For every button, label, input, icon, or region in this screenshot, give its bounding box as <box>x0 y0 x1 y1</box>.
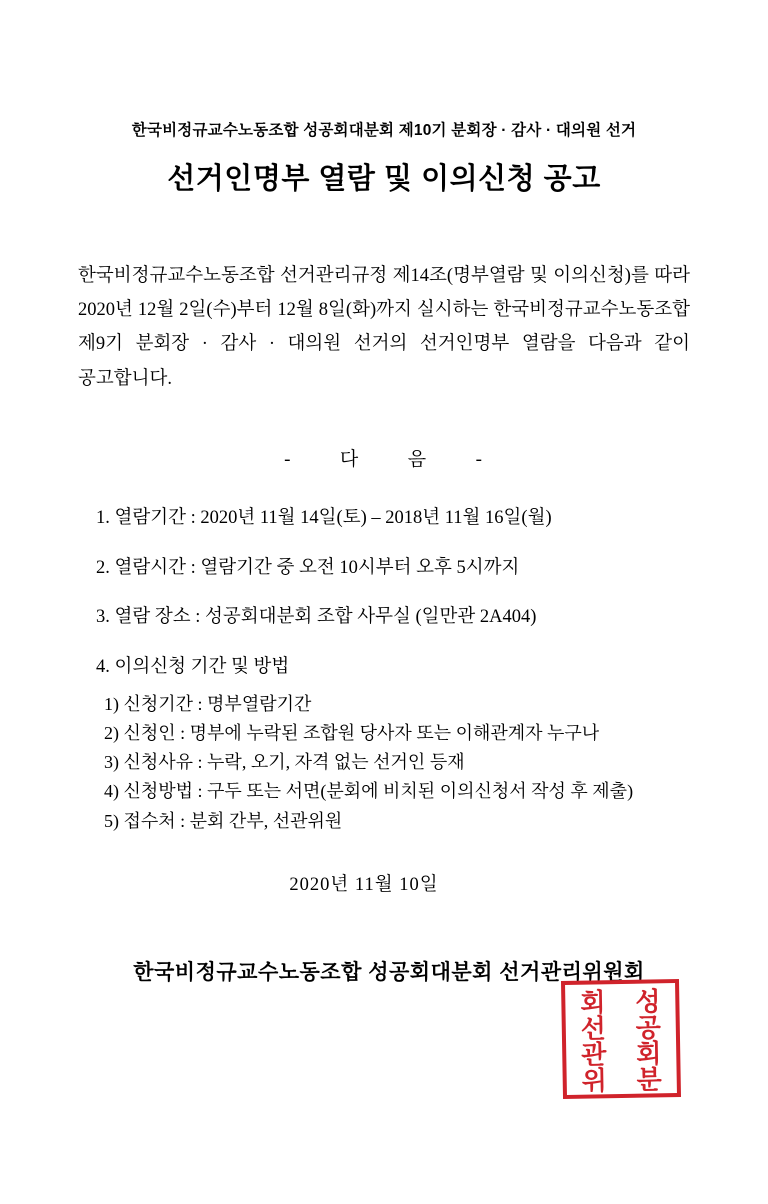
document-page <box>0 118 768 1204</box>
list-item: 4. 이의신청 기간 및 방법 <box>96 657 290 678</box>
seal-character: 관 <box>580 1040 607 1070</box>
divider-word-second: 음 <box>407 448 429 470</box>
list-item: 5) 접수처 : 분회 간부, 선관위원 <box>104 810 343 831</box>
issue-date: 2020년 11월 10일 <box>289 874 439 895</box>
divider-dash-right: - <box>475 448 484 470</box>
list-item: 1) 신청기간 : 명부열람기간 <box>104 693 312 714</box>
seal-character: 공 <box>635 1013 662 1043</box>
list-item: 2) 신청인 : 명부에 누락된 조합원 당사자 또는 이해관계자 누구나 <box>104 723 600 744</box>
list-item: 3) 신청사유 : 누락, 오기, 자격 없는 선거인 등재 <box>104 752 465 773</box>
list-item: 3. 열람 장소 : 성공회대분회 조합 사무실 (일만관 2A404) <box>96 607 537 628</box>
seal-character: 선 <box>580 1014 607 1044</box>
official-seal-stamp <box>561 979 681 1099</box>
divider-dash-left: - <box>284 448 293 470</box>
sub-item-list <box>104 690 768 836</box>
issuer-signature: 한국비정규교수노동조합 성공회대분회 선거관리위원회 <box>133 960 645 984</box>
notice-items <box>96 505 768 836</box>
list-item: 1. 열람기간 : 2020년 11월 14일(토) – 2018년 11월 16일(월) <box>96 507 552 528</box>
seal-character: 분 <box>636 1065 663 1095</box>
divider-word-first: 다 <box>339 448 361 470</box>
list-item: 4) 신청방법 : 구두 또는 서면(분회에 비치된 이의신청서 작성 후 제출) <box>104 781 634 802</box>
list-item: 2. 열람시간 : 열람기간 중 오전 10시부터 오후 5시까지 <box>96 557 520 578</box>
seal-character: 회 <box>635 1039 662 1069</box>
daum-divider <box>0 444 768 471</box>
seal-character: 회 <box>580 988 606 1018</box>
seal-column-right <box>620 987 677 1095</box>
seal-column-left <box>565 988 622 1096</box>
seal-character: 위 <box>581 1066 608 1096</box>
intro-paragraph: 한국비정규교수노동조합 선거관리규정 제14조(명부열람 및 이의신청)를 따라 2020년 12월 2일(수)부터 12월 8일(화)까지 실시하는 한국비정규교수노동조합 제9기 분회장 · 감사 · 대의원 선거의 선거인명부 열람을 다음과 같이 공고합니다. <box>78 266 690 389</box>
document-header <box>0 118 768 197</box>
document-subtitle: 한국비정규교수노동조합 성공회대분회 제10기 분회장 · 감사 · 대의원 선거 <box>131 122 637 139</box>
document-title: 선거인명부 열람 및 이의신청 공고 <box>167 163 601 195</box>
seal-character: 성 <box>635 987 661 1017</box>
